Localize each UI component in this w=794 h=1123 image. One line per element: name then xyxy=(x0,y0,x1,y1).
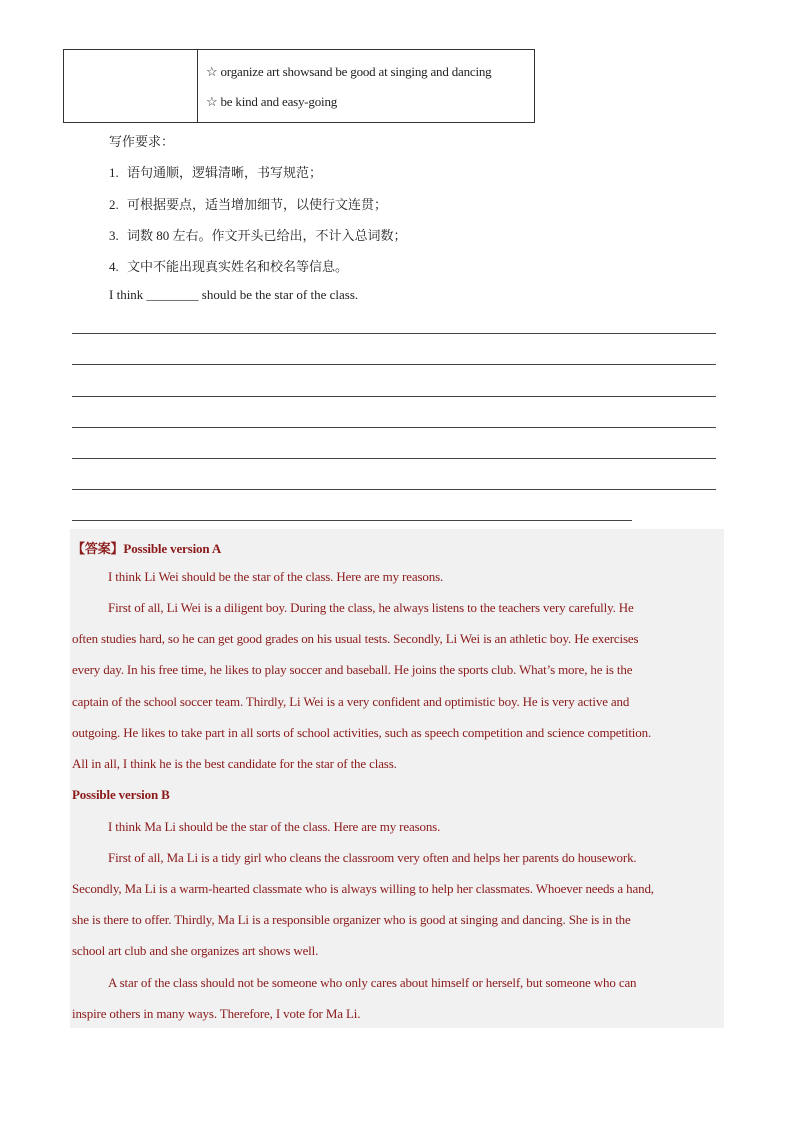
essay-line: captain of the school soccer team. Thirdly, Li Wei is a very confident and optimistic boy. He is very active and xyxy=(72,694,630,709)
essay-line: school art club and she organizes art shows well. xyxy=(72,943,319,958)
essay-line: All in all, I think he is the best candidate for the star of the class. xyxy=(72,756,397,771)
essay-line: often studies hard, so he can get good grades on his usual tests. Secondly, Li Wei is an athletic boy. He exercises xyxy=(72,631,639,646)
essay-line: A star of the class should not be someone who only cares about himself or herself, but someone who can xyxy=(108,975,637,990)
writing-line xyxy=(72,458,716,459)
requirement-text: 语句通顺，逻辑清晰，书写规范； xyxy=(127,165,323,180)
essay-line: First of all, Ma Li is a tidy girl who cleans the classroom very often and helps her parents do housework. xyxy=(108,850,637,865)
requirement-number: 3. xyxy=(109,228,119,243)
writing-line xyxy=(72,396,716,397)
essay-line: First of all, Li Wei is a diligent boy. During the class, he always listens to the teachers very carefully. He xyxy=(108,600,634,615)
requirement-number: 1. xyxy=(109,165,119,180)
writing-line xyxy=(72,333,716,334)
answer-heading xyxy=(72,538,221,557)
requirement-item xyxy=(109,256,348,275)
writing-line xyxy=(72,364,716,365)
table-cell-left xyxy=(64,50,198,123)
answer-label: 【答案】 xyxy=(72,541,124,556)
requirement-number: 2. xyxy=(109,197,119,212)
writing-line xyxy=(72,520,632,521)
essay-line: Secondly, Ma Li is a warm-hearted classmate who is always willing to help her classmates. Whoever needs a hand, xyxy=(72,881,654,896)
essay-start: I think ________ should be the star of the class. xyxy=(109,287,359,302)
requirement-item xyxy=(109,194,387,213)
requirement-item xyxy=(109,162,322,181)
answer-panel xyxy=(70,529,724,1028)
version-a-title: Possible version A xyxy=(123,541,222,556)
point-item: ☆ be kind and easy-going xyxy=(206,94,338,109)
essay-line: I think Li Wei should be the star of the class. Here are my reasons. xyxy=(108,569,444,584)
requirement-text: 可根据要点，适当增加细节，以使行文连贯； xyxy=(127,197,388,212)
points-table xyxy=(63,49,535,123)
version-b-title: Possible version B xyxy=(72,787,170,802)
point-item: ☆ organize art showsand be good at singing and dancing xyxy=(206,64,492,79)
writing-line xyxy=(72,427,716,428)
requirement-number: 4. xyxy=(109,259,119,274)
requirement-text: 词数 80 左右。作文开头已给出，不计入总词数； xyxy=(127,228,407,243)
table-row xyxy=(64,50,535,123)
essay-line: outgoing. He likes to take part in all sorts of school activities, such as speech competition and science competition. xyxy=(72,725,652,740)
requirement-text: 文中不能出现真实姓名和校名等信息。 xyxy=(127,259,349,274)
essay-line: I think Ma Li should be the star of the class. Here are my reasons. xyxy=(108,819,441,834)
requirement-item xyxy=(109,225,407,244)
table-cell-right xyxy=(198,50,535,123)
essay-line: inspire others in many ways. Therefore, I vote for Ma Li. xyxy=(72,1006,361,1021)
essay-line: she is there to offer. Thirdly, Ma Li is a responsible organizer who is good at singing and dancing. She is in the xyxy=(72,912,631,927)
writing-line xyxy=(72,489,716,490)
requirements-title: 写作要求： xyxy=(109,134,175,149)
essay-line: every day. In his free time, he likes to play soccer and baseball. He joins the sports club. What’s more, he is the xyxy=(72,662,633,677)
